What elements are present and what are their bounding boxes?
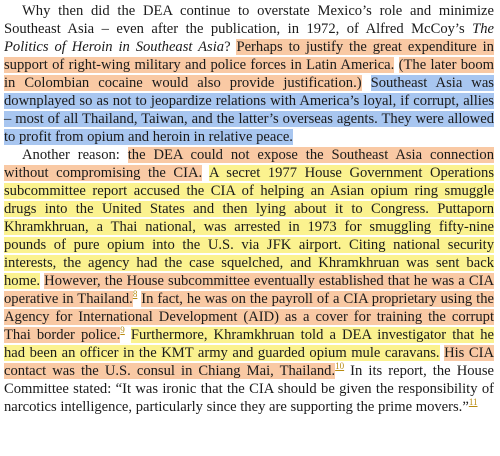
highlight-orange: His CIA contact was the U.S. consul in Chiang Mai, Thailand. — [4, 345, 494, 379]
highlight-orange: (The later boom in Colombian cocaine would also provide justification.) — [4, 57, 494, 91]
paragraph-1 — [4, 2, 494, 146]
highlight-orange: Perhaps to justify the great expenditure in support of right-wing military and police forces in Latin America. — [4, 39, 494, 73]
text-gap — [202, 165, 209, 181]
text-span: ? — [224, 39, 237, 55]
text-gap — [394, 57, 398, 73]
footnote-link[interactable]: 10 — [335, 361, 345, 372]
text-span: Another reason: — [22, 147, 128, 163]
highlight-orange: However, the House subcommittee eventually established that he was a CIA operative in Thailand. — [4, 273, 494, 307]
highlight-blue: Southeast Asia was downplayed so as not to jeopardize relations with America’s loyal, if corrupt, allies – most of all Thailand, Taiwan, and the latter’s overseas agents. They were allowed to profit from opium and heroin in relative peace. — [4, 75, 494, 145]
paragraph-2 — [4, 146, 494, 416]
footnote-link[interactable]: 9 — [120, 325, 125, 336]
text-gap — [362, 75, 371, 91]
text-gap — [125, 327, 131, 343]
highlight-yellow: Furthermore, Khramkhruan told a DEA investigator that he had been an officer in the KMT army and guarded opium mule caravans. — [4, 327, 494, 361]
text-span: In its report, the House Committee stated: “It was ironic that the CIA should be given the responsibility of narcotics intelligence, particularly since they are supporting the prime movers.” — [4, 363, 494, 415]
footnote-10[interactable] — [335, 361, 344, 371]
footnote-link[interactable]: 11 — [468, 397, 478, 408]
highlight-orange: In fact, he was on the payroll of a CIA proprietary using the Agency for International Development (AID) as a cover for training the corrupt Thai border police. — [4, 291, 494, 343]
book-title: The Politics of Heroin in Southeast Asia — [4, 21, 494, 55]
footnote-11[interactable] — [469, 397, 478, 407]
footnote-link[interactable]: 8 — [132, 289, 138, 300]
highlight-orange: the DEA could not expose the Southeast Asia connection without compromising the CIA. — [4, 147, 494, 181]
highlight-yellow: A secret 1977 House Government Operations subcommittee report accused the CIA of helping an Asian opium ring smuggle drugs into the United States and then lying about it to Congress. Puttaporn Khramkhruan, a Thai national, was arrested in 1973 for smuggling fifty-nine pounds of pure opium into the U.S. via JFK airport. Citing national security interests, the agency had the case squelched, and Khramkhruan was sent back home. — [4, 165, 494, 289]
text-span: Why then did the DEA continue to overstate Mexico’s role and minimize Southeast Asia – even after the publication, in 1972, of Alfred McCoy’s — [4, 3, 494, 37]
